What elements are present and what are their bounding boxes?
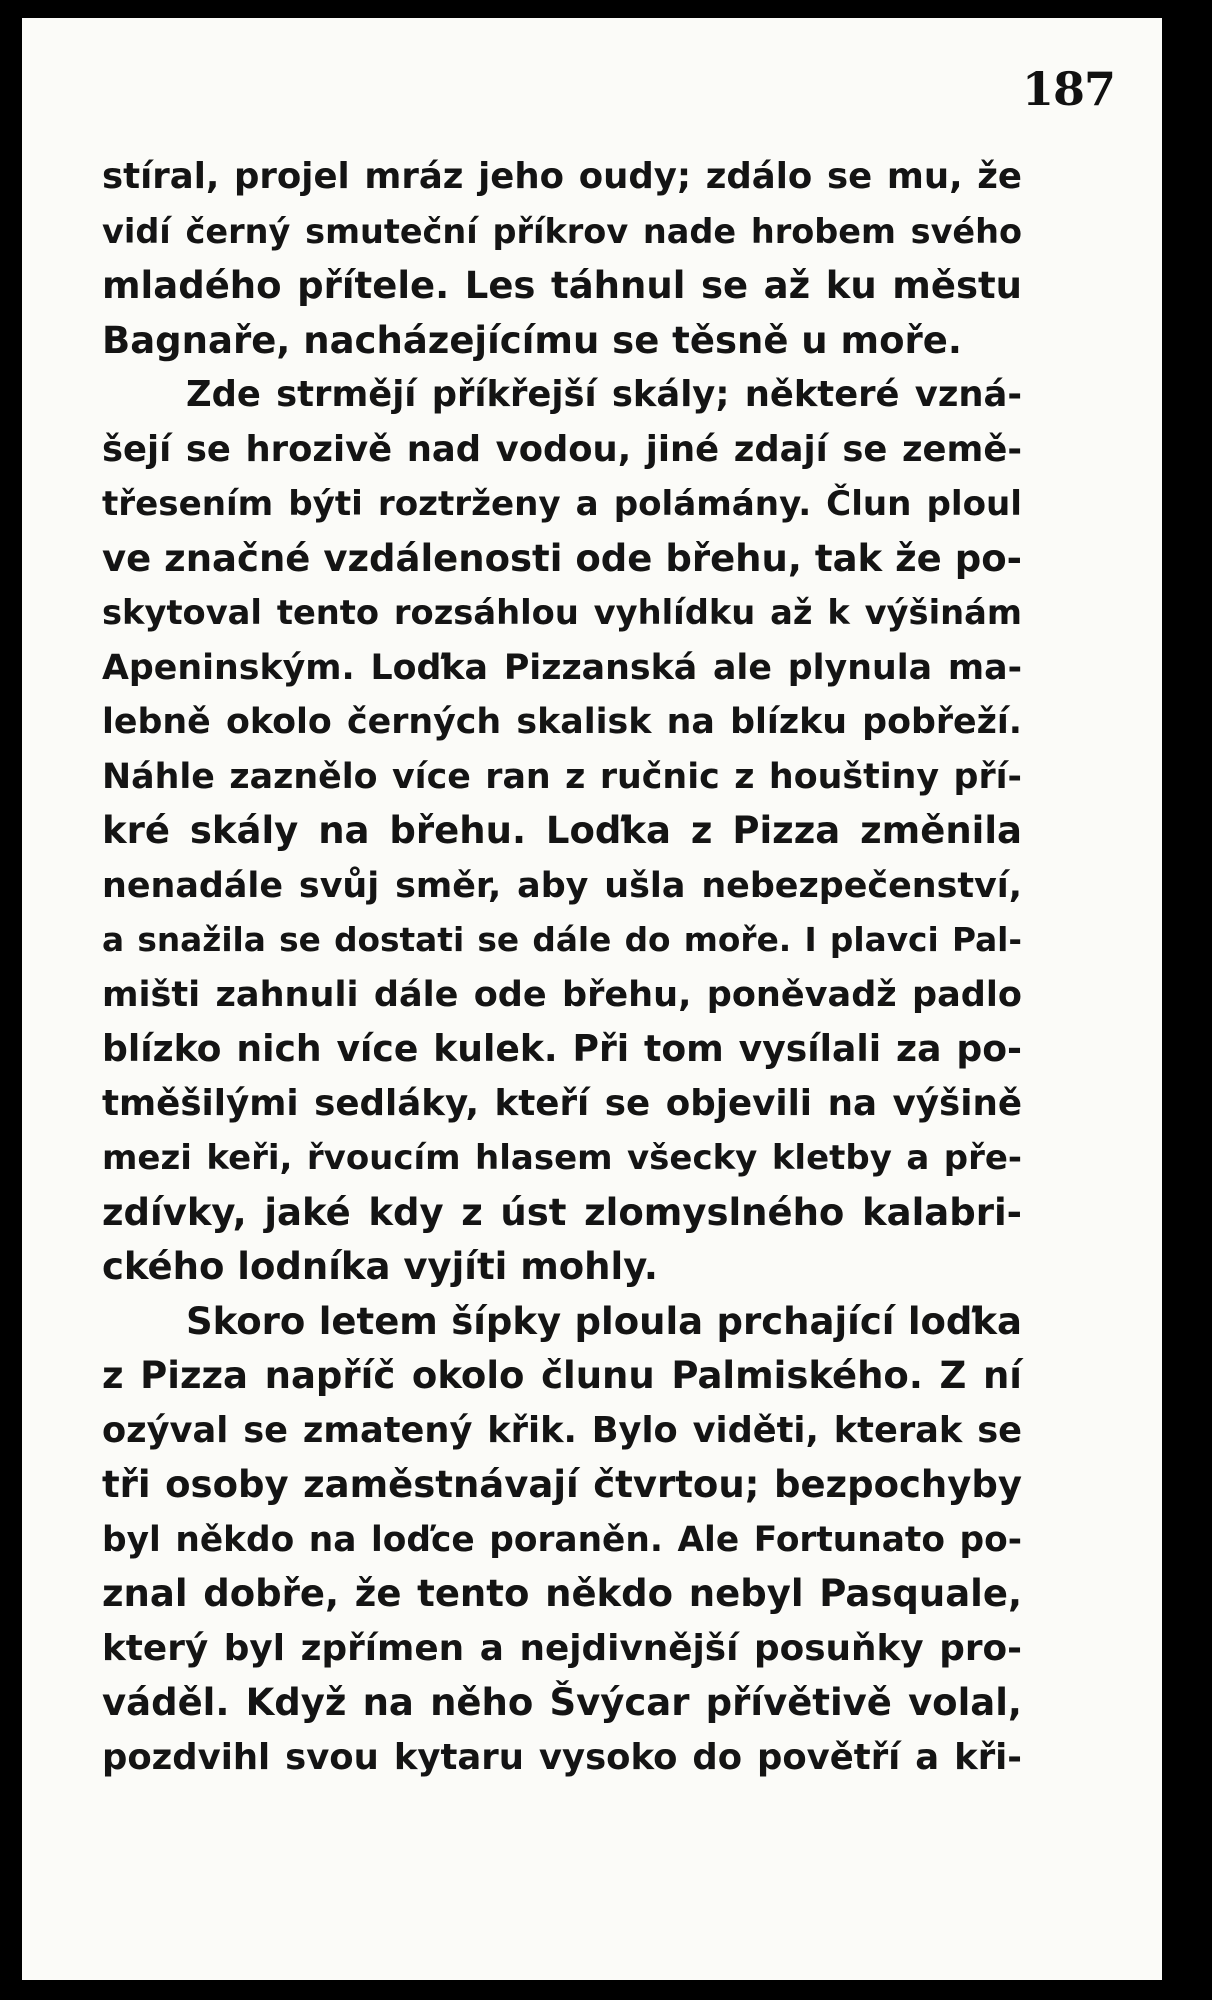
text-line: váděl. Když na něho Švýcar přívětivě volal, bbox=[102, 1681, 1022, 1724]
text-line: blízko nich více kulek. Při tom vysílali za po- bbox=[102, 1027, 1022, 1070]
text-line: mišti zahnuli dále ode břehu, poněvadž padlo bbox=[102, 973, 1022, 1015]
text-line: vidí černý smuteční příkrov nade hrobem svého bbox=[102, 211, 1022, 251]
book-page bbox=[22, 18, 1162, 1980]
text-line: tměšilými sedláky, kteří se objevili na výšině bbox=[102, 1082, 1022, 1124]
page-body-text bbox=[102, 150, 1022, 1785]
text-line: skytoval tento rozsáhlou vyhlídku až k výšinám bbox=[102, 593, 1022, 632]
text-line: z Pizza napříč okolo člunu Palmiského. Z ní bbox=[102, 1354, 1022, 1397]
text-line: Apeninským. Loďka Pizzanská ale plynula ma- bbox=[102, 647, 1022, 688]
page-number: 187 bbox=[1022, 62, 1116, 116]
text-line: zdívky, jaké kdy z úst zlomyslného kalabri- bbox=[102, 1190, 1022, 1234]
text-line: Zde strmějí příkřejší skály; některé vzná- bbox=[186, 374, 1022, 415]
text-line: ozýval se zmatený křik. Bylo viděti, kterak se bbox=[102, 1409, 1022, 1451]
text-line: který byl zpřímen a nejdivnější posuňky pro- bbox=[102, 1627, 1022, 1669]
text-line: třesením býti roztrženy a polámány. Člun ploul bbox=[102, 484, 1022, 524]
text-line: stíral, projel mráz jeho oudy; zdálo se mu, že bbox=[102, 156, 1022, 197]
text-line: Bagnaře, nacházejícímu se těsně u moře. bbox=[102, 318, 962, 362]
text-line: tři osoby zaměstnávají čtvrtou; bezpochyby bbox=[102, 1463, 1022, 1506]
text-line: ve značné vzdálenosti ode břehu, tak že po- bbox=[102, 536, 1022, 580]
text-line: mezi keři, řvoucím hlasem všecky kletby a pře- bbox=[102, 1138, 1022, 1178]
text-line: mladého přítele. Les táhnul se až ku městu bbox=[102, 264, 1022, 307]
text-line: šejí se hrozivě nad vodou, jiné zdají se země- bbox=[102, 428, 1022, 470]
text-line: a snažila se dostati se dále do moře. I plavci Pal- bbox=[102, 921, 1022, 959]
text-line: znal dobře, že tento někdo nebyl Pasquale, bbox=[102, 1572, 1022, 1615]
text-line: kré skály na břehu. Loďka z Pizza změnila bbox=[102, 809, 1022, 852]
text-line: pozdvihl svou kytaru vysoko do povětří a kři- bbox=[102, 1736, 1022, 1778]
text-line: nenadále svůj směr, aby ušla nebezpečenství, bbox=[102, 865, 1022, 906]
text-line: ckého lodníka vyjíti mohly. bbox=[102, 1245, 658, 1288]
text-line: byl někdo na loďce poraněn. Ale Fortunato po- bbox=[102, 1519, 1022, 1560]
text-line: lebně okolo černých skalisk na blízku pobřeží. bbox=[102, 702, 1022, 742]
text-line: Skoro letem šípky ploula prchající loďka bbox=[186, 1299, 1022, 1343]
text-line: Náhle zaznělo více ran z ručnic z houštiny pří- bbox=[102, 756, 1022, 797]
